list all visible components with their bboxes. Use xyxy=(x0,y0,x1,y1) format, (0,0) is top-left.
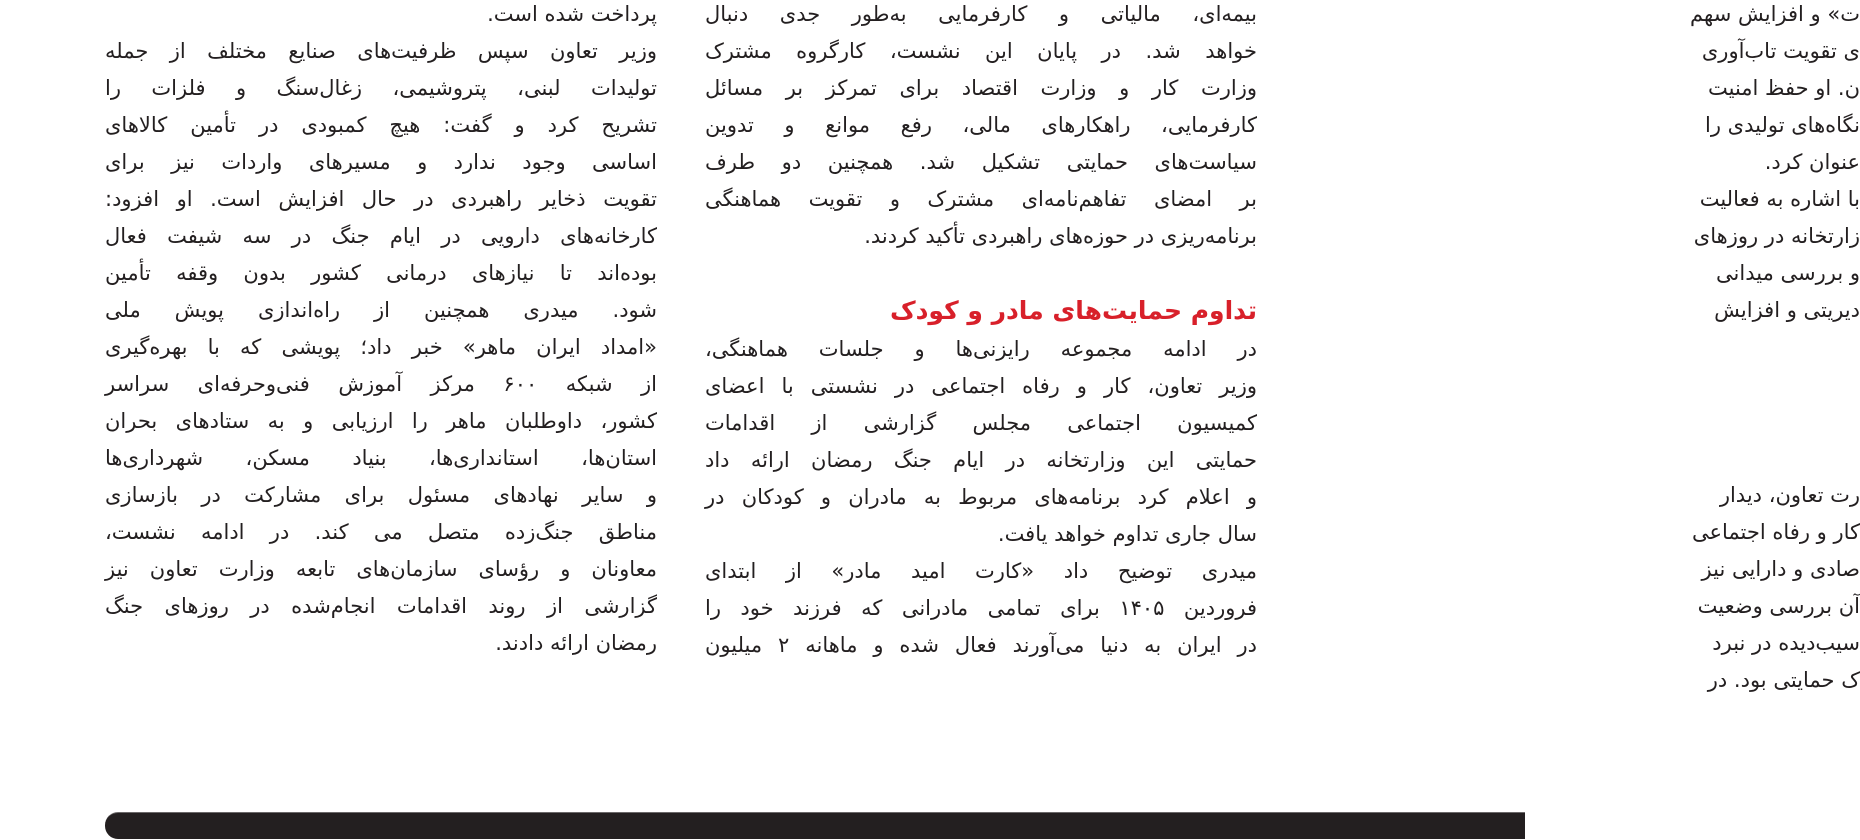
text-line: پرداخت شده است. xyxy=(487,2,657,26)
text-line: در ایران به دنیا می‌آورند فعال شده و ماهانه ۲ میلیون xyxy=(705,633,1257,657)
text-line: و اعلام کرد برنامه‌های مربوط به مادران و کودکان در xyxy=(705,485,1257,509)
text-line: ن. او حفظ امنیت xyxy=(1707,76,1860,100)
text-line: عنوان کرد. xyxy=(1764,150,1860,174)
text-line: بر امضای تفاهم‌نامه‌ای مشترک و تقویت هماهنگی xyxy=(705,187,1257,211)
text-line: معاونان و رؤسای سازمان‌های تابعه وزارت تعاون نیز xyxy=(105,557,657,581)
text-line: آن بررسی وضعیت xyxy=(1697,594,1860,618)
text-line: کارخانه‌های دارویی در ایام جنگ در سه شیفت فعال xyxy=(105,224,657,248)
text-line: و بررسی میدانی xyxy=(1716,261,1860,285)
text-line: مناطق جنگ‌زده متصل می کند. در ادامه نشست، xyxy=(105,520,657,544)
text-line: کشور، داوطلبان ماهر را ارزیابی و به ستادهای بحران xyxy=(105,409,657,433)
section-heading: تداوم حمایت‌های مادر و کودک xyxy=(890,296,1257,325)
text-line: وزیر تعاون سپس ظرفیت‌های صنایع مختلف از جمله xyxy=(105,39,657,63)
text-line: وزارت کار و وزارت اقتصاد برای تمرکز بر مسائل xyxy=(705,76,1257,100)
text-line: ی تقویت تاب‌آوری xyxy=(1701,39,1860,63)
text-line: کار و رفاه اجتماعی xyxy=(1691,520,1860,544)
text-line: نگاه‌های تولیدی را xyxy=(1705,113,1860,137)
text-line: وزیر تعاون، کار و رفاه اجتماعی در نشستی با اعضای xyxy=(705,374,1257,398)
text-line: زارتخانه در روزهای xyxy=(1693,224,1860,248)
text-line: کارفرمایی، راهکارهای مالی، رفع موانع و تدوین xyxy=(705,113,1257,137)
text-line: استان‌ها، استانداری‌ها، بنیاد مسکن، شهرداری‌ها xyxy=(105,446,657,470)
article-column-right-clipped xyxy=(1300,0,1860,699)
text-line: شود. میدری همچنین از راه‌اندازی پویش ملی xyxy=(105,298,657,322)
page-footer-bar xyxy=(105,812,1525,839)
column-gap xyxy=(1300,329,1860,477)
text-line: ک حمایتی بود. در xyxy=(1707,668,1860,692)
text-line: رمضان ارائه دادند. xyxy=(495,631,657,655)
text-line: اساسی وجود ندارد و مسیرهای واردات نیز برای xyxy=(105,150,657,174)
text-line: صادی و دارایی نیز xyxy=(1701,557,1860,581)
text-line: میدری توضیح داد «کارت امید مادر» از ابتدای xyxy=(705,559,1257,583)
text-line: «امداد ایران ماهر» خبر داد؛ پویشی که با بهره‌گیری xyxy=(105,335,657,359)
text-line: تقویت ذخایر راهبردی در حال افزایش است. او افزود: xyxy=(105,187,657,211)
text-line: برنامه‌ریزی در حوزه‌های راهبردی تأکید کردند. xyxy=(864,224,1257,248)
text-line: سال جاری تداوم خواهد یافت. xyxy=(997,522,1257,546)
text-line: و سایر نهادهای مسئول برای مشارکت در بازسازی xyxy=(105,483,657,507)
text-line: در ادامه مجموعه رایزنی‌ها و جلسات هماهنگی، xyxy=(705,337,1257,361)
text-line: از شبکه ۶۰۰ مرکز آموزش فنی‌وحرفه‌ای سراسر xyxy=(105,372,657,396)
text-line: تولیدات لبنی، پتروشیمی، زغال‌سنگ و فلزات را xyxy=(105,76,657,100)
text-line: فروردین ۱۴۰۵ برای تمامی مادرانی که فرزند خود را xyxy=(705,596,1258,620)
text-line: بوده‌اند تا نیازهای درمانی کشور بدون وقفه تأمین xyxy=(105,261,657,285)
text-line: خواهد شد. در پایان این نشست، کارگروه مشترک xyxy=(705,39,1257,63)
text-line: تشریح کرد و گفت: هیچ کمبودی در تأمین کالاهای xyxy=(105,113,657,137)
text-line: ت» و افزایش سهم xyxy=(1690,2,1860,26)
text-line: حمایتی این وزارتخانه در ایام جنگ رمضان ارائه داد xyxy=(705,448,1257,472)
text-line: سیب‌دیده در نبرد xyxy=(1712,631,1860,655)
text-line: بیمه‌ای، مالیاتی و کارفرمایی به‌طور جدی دنبال xyxy=(705,2,1257,26)
text-line: رت تعاون، دیدار xyxy=(1719,483,1860,507)
text-line: گزارشی از روند اقدامات انجام‌شده در روزهای جنگ xyxy=(105,594,657,618)
text-line: سیاست‌های حمایتی تشکیل شد. همچنین دو طرف xyxy=(705,150,1257,174)
text-line: دیریتی و افزایش xyxy=(1714,298,1860,322)
article-column-left xyxy=(105,0,657,662)
text-line: با اشاره به فعالیت xyxy=(1699,187,1860,211)
article-column-middle xyxy=(705,0,1257,664)
text-line: کمیسیون اجتماعی مجلس گزارشی از اقدامات xyxy=(705,411,1257,435)
